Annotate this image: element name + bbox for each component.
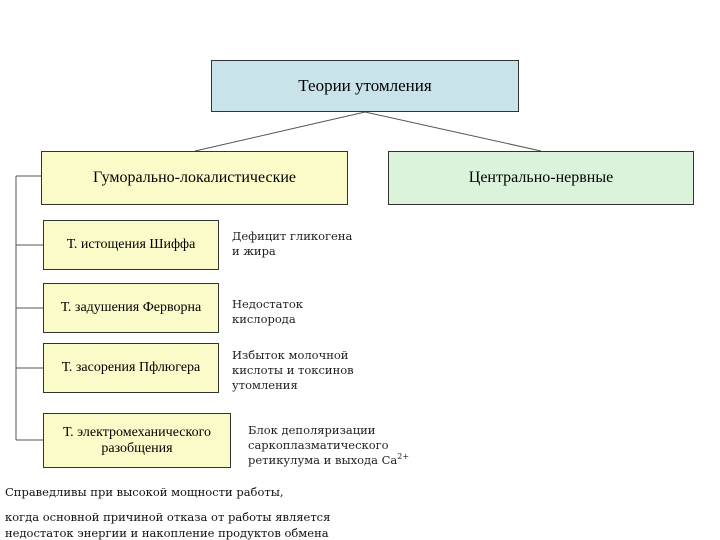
theory-label: Т. электромеханического разобщения bbox=[63, 424, 211, 456]
theory-note-pfluger: Избыток молочной кислоты и токсинов утомления bbox=[232, 348, 354, 392]
root-node bbox=[211, 60, 519, 112]
theory-label: Т. задушения Ферворна bbox=[60, 300, 202, 315]
theory-box-electromechanical bbox=[43, 413, 231, 468]
theory-note-schiff: Дефицит гликогена и жира bbox=[232, 229, 353, 258]
central-nervous-branch bbox=[388, 151, 694, 205]
theory-label: Т. засорения Пфлюгера bbox=[61, 360, 201, 375]
note-superscript: 2+ bbox=[397, 452, 410, 462]
footer-line-3: недостаток энергии и накопление продуктов обмена bbox=[5, 526, 329, 540]
footer-line-2: когда основной причиной отказа от работы является bbox=[5, 510, 331, 524]
humoral-local-branch bbox=[41, 151, 348, 205]
theory-label: Т. истощения Шиффа bbox=[66, 237, 196, 252]
theory-note-electromechanical bbox=[248, 423, 409, 468]
humoral-label: Гуморально-локалистические bbox=[92, 169, 296, 186]
theory-box-schiff bbox=[43, 220, 219, 270]
theory-note-verworn: Недостаток кислорода bbox=[232, 297, 303, 326]
central-label: Центрально-нервные bbox=[468, 169, 614, 186]
footer-line-1: Справедливы при высокой мощности работы, bbox=[5, 485, 284, 499]
note-text: Блок деполяризации саркоплазматического ретикулума и выхода Са bbox=[248, 423, 398, 467]
root-label: Теории утомления bbox=[298, 76, 432, 95]
theory-box-pfluger bbox=[43, 343, 219, 393]
theory-box-verworn bbox=[43, 283, 219, 333]
